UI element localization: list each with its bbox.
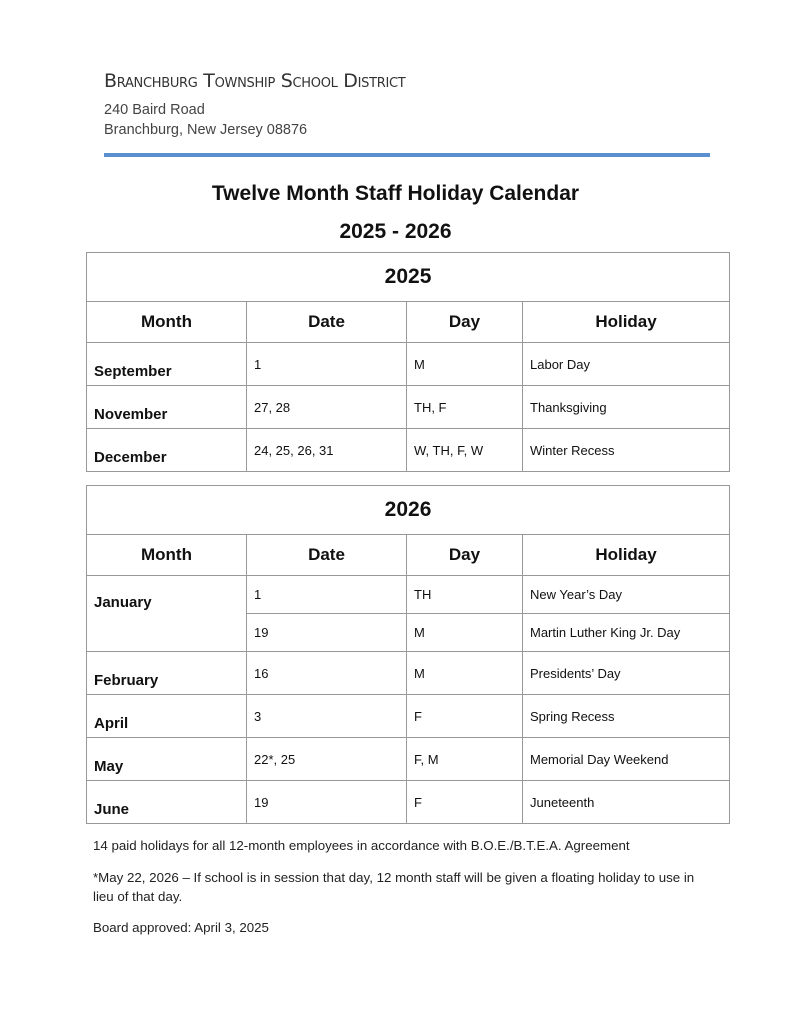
holiday-table-2026	[86, 485, 730, 824]
holiday-cell: New Year’s Day	[523, 576, 730, 614]
holiday-cell: Winter Recess	[523, 429, 730, 472]
table-row	[87, 386, 730, 429]
holiday-cell: Presidents’ Day	[523, 652, 730, 695]
day-cell: TH	[407, 576, 523, 614]
district-name: Branchburg Township School District	[104, 70, 406, 92]
holiday-table-2025	[86, 252, 730, 472]
holiday-cell: Martin Luther King Jr. Day	[523, 614, 730, 652]
day-cell: F, M	[407, 738, 523, 781]
day-cell: M	[407, 652, 523, 695]
table-row	[87, 576, 730, 614]
day-cell: M	[407, 614, 523, 652]
table-row	[87, 781, 730, 824]
address-line-2: Branchburg, New Jersey 08876	[104, 122, 308, 138]
holiday-cell: Juneteenth	[523, 781, 730, 824]
board-approval-note: Board approved: April 3, 2025	[93, 920, 269, 935]
month-cell: May	[87, 738, 247, 781]
table-row	[87, 738, 730, 781]
holiday-cell: Memorial Day Weekend	[523, 738, 730, 781]
day-cell: M	[407, 343, 523, 386]
month-cell: January	[87, 576, 247, 652]
table-row	[87, 652, 730, 695]
column-header-month: Month	[87, 302, 247, 343]
paid-holidays-note: 14 paid holidays for all 12-month employees in accordance with B.O.E./B.T.E.A. Agreement	[93, 838, 630, 853]
year-heading: 2026	[87, 486, 730, 535]
date-cell: 19	[247, 781, 407, 824]
column-header-row	[87, 302, 730, 343]
holiday-cell: Labor Day	[523, 343, 730, 386]
month-cell: February	[87, 652, 247, 695]
floating-holiday-note: *May 22, 2026 – If school is in session that day, 12 month staff will be given a floating holiday to use in lieu of that day.	[93, 870, 695, 904]
table-row	[87, 343, 730, 386]
date-cell: 1	[247, 576, 407, 614]
day-cell: F	[407, 781, 523, 824]
column-header-row	[87, 535, 730, 576]
document-title: Twelve Month Staff Holiday Calendar	[211, 182, 580, 205]
month-cell: September	[87, 343, 247, 386]
address	[104, 100, 710, 140]
date-cell: 24, 25, 26, 31	[247, 429, 407, 472]
date-cell: 19	[247, 614, 407, 652]
date-cell: 16	[247, 652, 407, 695]
date-cell: 3	[247, 695, 407, 738]
column-header-day: Day	[407, 302, 523, 343]
day-cell: W, TH, F, W	[407, 429, 523, 472]
column-header-date: Date	[247, 302, 407, 343]
month-cell: June	[87, 781, 247, 824]
table-row	[87, 695, 730, 738]
document-subtitle: 2025 - 2026	[339, 220, 452, 243]
date-cell: 1	[247, 343, 407, 386]
letterhead-rule	[104, 153, 710, 157]
table-row	[87, 429, 730, 472]
column-header-holiday: Holiday	[523, 535, 730, 576]
address-line-1: 240 Baird Road	[104, 102, 205, 118]
day-cell: F	[407, 695, 523, 738]
column-header-holiday: Holiday	[523, 302, 730, 343]
column-header-date: Date	[247, 535, 407, 576]
column-header-day: Day	[407, 535, 523, 576]
month-cell: December	[87, 429, 247, 472]
day-cell: TH, F	[407, 386, 523, 429]
month-cell: November	[87, 386, 247, 429]
holiday-cell: Thanksgiving	[523, 386, 730, 429]
date-cell: 22*, 25	[247, 738, 407, 781]
month-cell: April	[87, 695, 247, 738]
letterhead	[104, 66, 710, 140]
date-cell: 27, 28	[247, 386, 407, 429]
column-header-month: Month	[87, 535, 247, 576]
year-heading: 2025	[87, 253, 730, 302]
holiday-cell: Spring Recess	[523, 695, 730, 738]
